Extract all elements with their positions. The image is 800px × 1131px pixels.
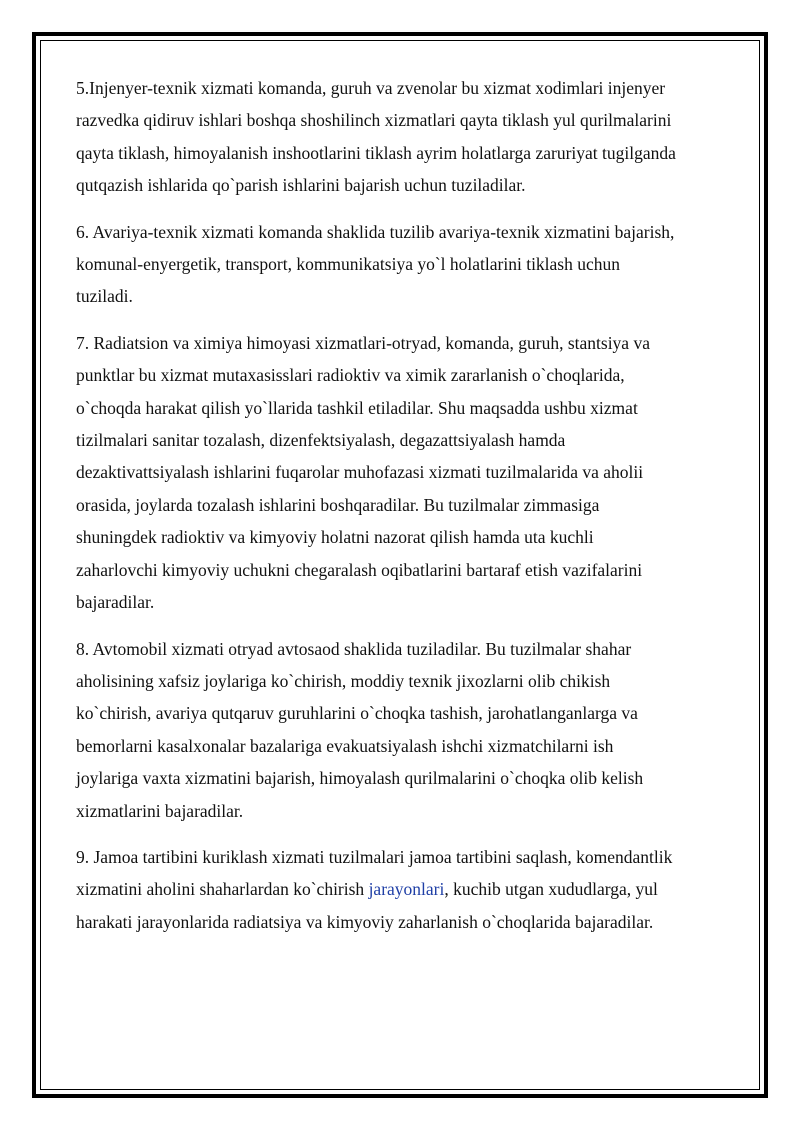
text-line: punktlar bu xizmat mutaxasisslari radioktiv va ximik zararlanish o`choqlarida, [76, 365, 625, 386]
paragraph-public-order-service [76, 841, 732, 938]
text-line: 5.Injenyer-texnik xizmati komanda, guruh va zvenolar bu xizmat xodimlari injenyer [76, 78, 666, 98]
text-line: joylariga vaxta xizmatini bajarish, himoyalash qurilmalarini o`choqka olib kelish [76, 768, 644, 789]
text-line: 7. Radiatsion va ximiya himoyasi xizmatlari-otryad, komanda, guruh, stantsiya va [76, 332, 650, 353]
text-line: zaharlovchi kimyoviy uchukni chegaralash oqibatlarini bartaraf etish vazifalarini [76, 559, 643, 580]
text-line: bemorlarni kasalxonalar bazalariga evakuatsiyalash ishchi xizmatchilarni ish [76, 735, 614, 756]
text-line: komunal-enyergetik, transport, kommunikatsiya yo`l holatlarini tiklash uchun [76, 254, 621, 275]
text-line: aholisining xafsiz joylariga ko`chirish, moddiy texnik jixozlarni olib chikish [76, 670, 611, 691]
paragraph-radiation-chemical-service [76, 327, 732, 619]
text-line: 9. Jamoa tartibini kuriklash xizmati tuzilmalari jamoa tartibini saqlash, komendantlik [76, 846, 673, 867]
text-line: tizilmalari sanitar tozalash, dizenfektsiyalash, degazattsiyalash hamda [76, 430, 566, 451]
text-segment: xizmatini aholini shaharlardan ko`chirish [76, 879, 369, 900]
text-line: o`choqda harakat qilish yo`llarida tashkil etiladilar. Shu maqsadda ushbu xizmat [76, 397, 638, 418]
text-line: dezaktivattsiyalash ishlarini fuqarolar muhofazasi xizmati tuzilmalarida va aholii [76, 462, 644, 483]
text-line-with-link [76, 873, 732, 905]
text-line: bajaradilar. [76, 592, 155, 613]
text-line: razvedka qidiruv ishlari boshqa shoshilinch xizmatlari qayta tiklash yul qurilmalarini [76, 110, 672, 131]
text-segment: , kuchib utgan xududlarga, yul [444, 879, 658, 900]
text-line: xizmatlarini bajaradilar. [76, 800, 244, 821]
text-line: shuningdek radioktiv va kimyoviy holatni nazorat qilish hamda uta kuchli [76, 527, 594, 548]
document-body [76, 72, 732, 952]
text-line: qayta tiklash, himoyalanish inshootlarini tiklash ayrim holatlarga zaruriyat tugilganda [76, 142, 676, 163]
text-line: harakati jarayonlarida radiatsiya va kimyoviy zaharlanish o`choqlarida bajaradilar. [76, 911, 654, 932]
jarayonlari-link[interactable]: jarayonlari [368, 879, 445, 900]
text-line: qutqazish ishlarida qo`parish ishlarini bajarish uchun tuziladilar. [76, 175, 526, 196]
text-line: tuziladi. [76, 286, 133, 307]
text-line: 6. Avariya-texnik xizmati komanda shaklida tuzilib avariya-texnik xizmatini bajarish, [76, 221, 675, 242]
text-line: ko`chirish, avariya qutqaruv guruhlarini o`choqka tashish, jarohatlanganlarga va [76, 703, 638, 724]
text-line: orasida, joylarda tozalash ishlarini boshqaradilar. Bu tuzilmalar zimmasiga [76, 494, 600, 515]
paragraph-automobile-service [76, 633, 732, 827]
paragraph-emergency-technical-service [76, 216, 732, 313]
paragraph-engineering-service [76, 72, 732, 202]
text-line: 8. Avtomobil xizmati otryad avtosaod shaklida tuziladilar. Bu tuzilmalar shahar [76, 638, 632, 659]
